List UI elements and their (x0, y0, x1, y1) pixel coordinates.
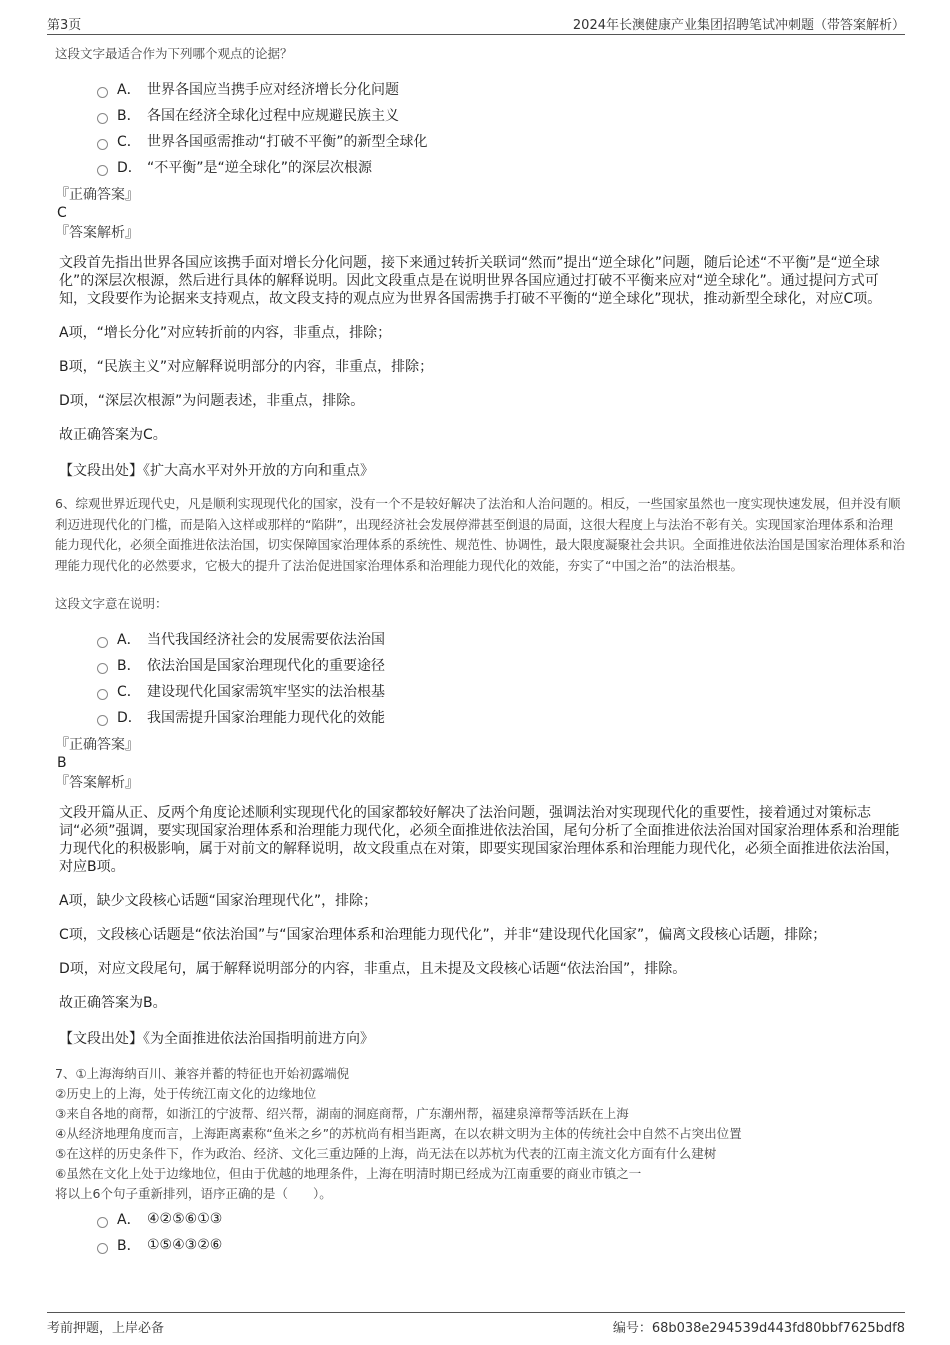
q6-option-c[interactable]: C． 建设现代化国家需筑牢坚实的法治根基 (97, 678, 905, 704)
page-number: 第3页 (47, 18, 82, 33)
q7-stem (55, 1064, 905, 1204)
document-id: 编号：68b038e294539d443fd80bbf7625bdf8 (612, 1321, 905, 1336)
radio-icon[interactable] (97, 139, 108, 150)
analysis-paragraph: 故正确答案为B。 (59, 995, 167, 1011)
analysis-paragraph: A项，“增长分化”对应转折前的内容，非重点，排除； (59, 325, 392, 341)
radio-icon[interactable] (97, 165, 108, 176)
q7-sentence: ②历史上的上海，处于传统江南文化的边缘地位 (55, 1086, 317, 1101)
q6-ask: 这段文字意在说明： (55, 596, 168, 611)
q7-ask: 将以上6个句子重新排列，语序正确的是（ ）。 (55, 1186, 332, 1201)
q7-sentence: ③来自各地的商帮，如浙江的宁波帮、绍兴帮，湖南的洞庭商帮，广东潮州帮，福建泉漳帮等活跃在上海 (55, 1106, 629, 1121)
q6-option-b[interactable]: B． 依法治国是国家治理现代化的重要途径 (97, 652, 905, 678)
radio-icon[interactable] (97, 689, 108, 700)
analysis-paragraph: D项，“深层次根源”为问题表述，非重点，排除。 (59, 393, 365, 409)
radio-icon[interactable] (97, 87, 108, 98)
q6-analysis (59, 804, 905, 1012)
page-header (47, 12, 905, 35)
q5-analysis (59, 254, 905, 444)
analysis-paragraph: A项，缺少文段核心话题“国家治理现代化”，排除； (59, 893, 378, 909)
q5-options (97, 76, 905, 180)
q7-option-a[interactable]: A． ④②⑤⑥①③ (97, 1206, 905, 1232)
page-content (55, 44, 905, 1264)
radio-icon[interactable] (97, 113, 108, 124)
document-title: 2024年长澳健康产业集团招聘笔试冲刺题（带答案解析） (572, 18, 905, 33)
q7-sentence: ④从经济地理角度而言，上海距离素称“鱼米之乡”的苏杭尚有相当距离，在以农耕文明为主体的传统社会中自然不占突出位置 (55, 1126, 742, 1141)
analysis-paragraph: C项，文段核心话题是“依法治国”与“国家治理体系和治理能力现代化”，并非“建设现代化国家”，偏离文段核心话题，排除； (59, 927, 827, 943)
analysis-paragraph: D项，对应文段尾句，属于解释说明部分的内容，非重点，且未提及文段核心话题“依法治国”，排除。 (59, 961, 687, 977)
q5-answer-label: 『正确答案』 (55, 187, 139, 203)
q7-option-b[interactable]: B． ①⑤④③②⑥ (97, 1232, 905, 1258)
q6-answer-label: 『正确答案』 (55, 737, 139, 753)
q6-source: 【文段出处】《为全面推进依法治国指明前进方向》 (59, 1031, 374, 1047)
q7-options (97, 1206, 905, 1258)
q5-analysis-label: 『答案解析』 (55, 225, 139, 241)
radio-icon[interactable] (97, 637, 108, 648)
radio-icon[interactable] (97, 1243, 108, 1254)
analysis-paragraph: 故正确答案为C。 (59, 427, 167, 443)
footer-slogan: 考前押题，上岸必备 (47, 1321, 165, 1336)
q5-option-b[interactable]: B． 各国在经济全球化过程中应规避民族主义 (97, 102, 905, 128)
q6-analysis-label: 『答案解析』 (55, 775, 139, 791)
q7-sentence: ⑥虽然在文化上处于边缘地位，但由于优越的地理条件，上海在明清时期已经成为江南重要的商业市镇之一 (55, 1166, 642, 1181)
radio-icon[interactable] (97, 715, 108, 726)
q5-option-d[interactable]: D． “不平衡”是“逆全球化”的深层次根源 (97, 154, 905, 180)
q6-stem: 6、综观世界近现代史，凡是顺利实现现代化的国家，没有一个不是较好解决了法治和人治问题的。相反，一些国家虽然也一度实现快速发展，但并没有顺利迈进现代化的门槛，而是陷入这样或那样的“陷阱”，出现经济社会发展停滞甚至倒退的局面，这很大程度上与法治不彰有关。实现国家治理体系和治理能力现代化，必须全面推进依法治国，切实保障国家治理体系的系统性、规范性、协调性，最大限度凝聚社会共识。全面推进依法治国是国家治理体系和治理能力现代化的必然要求，它极大的提升了法治促进国家治理体系和治理能力现代化的效能，夯实了“中国之治”的法治根基。 (55, 496, 906, 573)
q7-sentence: 7、①上海海纳百川、兼容并蓄的特征也开始初露端倪 (55, 1066, 350, 1081)
q5-option-a[interactable]: A． 世界各国应当携手应对经济增长分化问题 (97, 76, 905, 102)
analysis-paragraph: 文段开篇从正、反两个角度论述顺利实现现代化的国家都较好解决了法治问题，强调法治对实现现代化的重要性，接着通过对策标志词“必须”强调，要实现国家治理体系和治理能力现代化，必须全面推进依法治国，尾句分析了全面推进依法治国对国家治理体系和治理能力现代化的积极影响，属于对前文的解释说明，故文段重点在对策，即要实现国家治理体系和治理能力现代化，必须全面推进依法治国，对应B项。 (59, 805, 900, 875)
q5-answer: C (57, 205, 67, 221)
q6-answer: B (57, 755, 67, 771)
q5-option-c[interactable]: C． 世界各国亟需推动“打破不平衡”的新型全球化 (97, 128, 905, 154)
q5-ask: 这段文字最适合作为下列哪个观点的论据？ (55, 46, 293, 61)
q6-option-d[interactable]: D． 我国需提升国家治理能力现代化的效能 (97, 704, 905, 730)
radio-icon[interactable] (97, 1217, 108, 1228)
analysis-paragraph: 文段首先指出世界各国应该携手面对增长分化问题，接下来通过转折关联词“然而”提出“逆全球化”问题，随后论述“不平衡”是“逆全球化”的深层次根源，然后进行具体的解释说明。因此文段重点是在说明世界各国应通过打破不平衡来应对“逆全球化”。通过提问方式可知，文段要作为论据来支持观点，故文段支持的观点应为世界各国需携手打破不平衡的“逆全球化”现状，推动新型全球化，对应C项。 (59, 255, 882, 307)
analysis-paragraph: B项，“民族主义”对应解释说明部分的内容，非重点，排除； (59, 359, 434, 375)
q5-source: 【文段出处】《扩大高水平对外开放的方向和重点》 (59, 463, 374, 479)
q6-option-a[interactable]: A． 当代我国经济社会的发展需要依法治国 (97, 626, 905, 652)
q6-options (97, 626, 905, 730)
radio-icon[interactable] (97, 663, 108, 674)
page-footer (47, 1312, 905, 1335)
q7-sentence: ⑤在这样的历史条件下，作为政治、经济、文化三重边陲的上海，尚无法在以苏杭为代表的江南主流文化方面有什么建树 (55, 1146, 717, 1161)
